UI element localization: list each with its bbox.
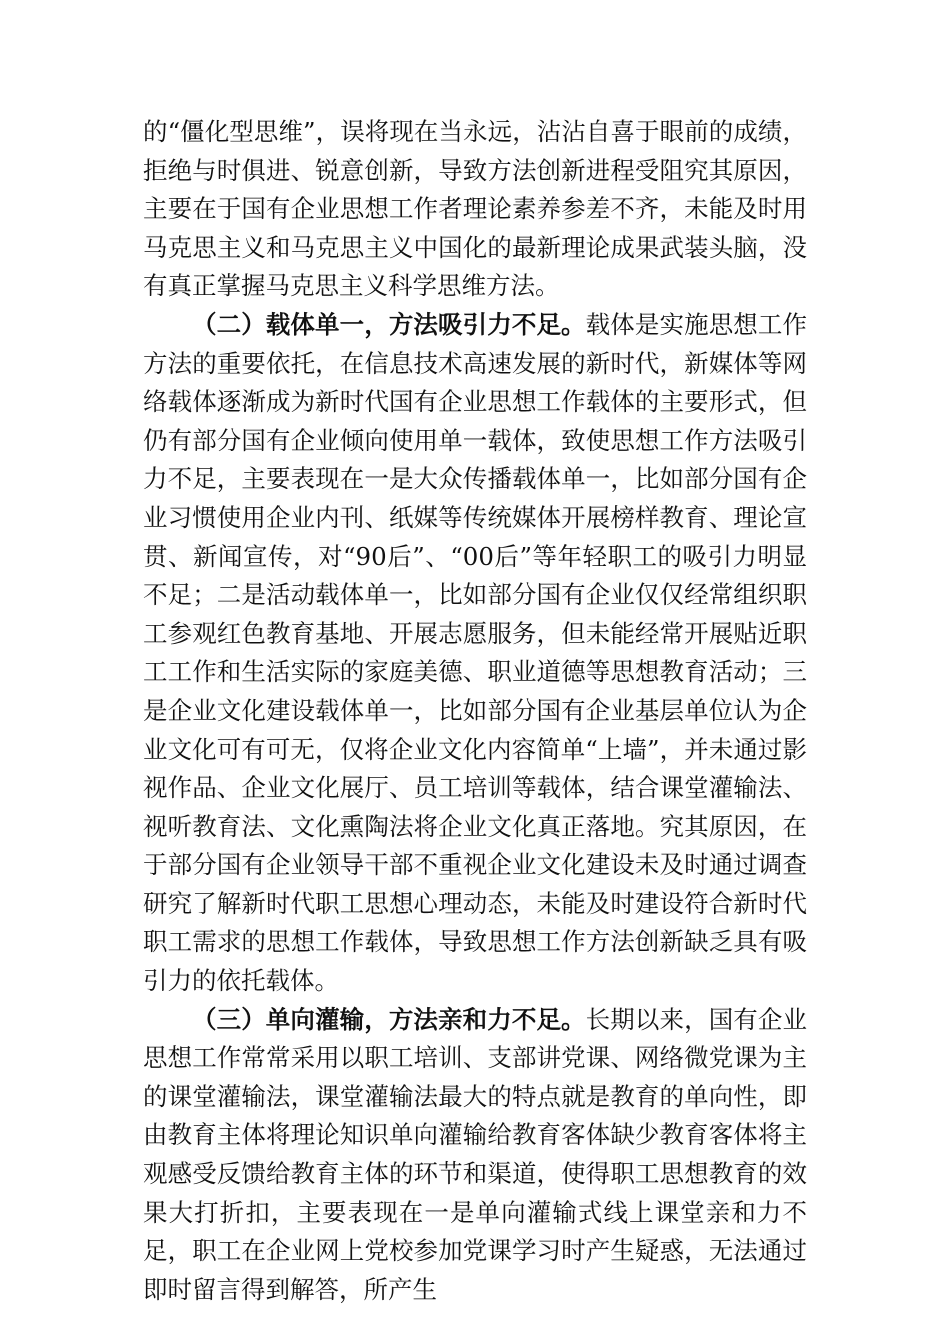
paragraph-text: 的“僵化型思维”，误将现在当永远，沾沾自喜于眼前的成绩，拒绝与时俱进、锐意创新，导致方法创新进程受阻究其原因，主要在于国有企业思想工作者理论素养参差不齐，未能及时用马克思主义和马克思主义中国化的最新理论成果武装头脑，没有真正掌握马克思主义科学思维方法。	[143, 117, 807, 301]
section-heading: （二）载体单一，方法吸引力不足。	[192, 309, 586, 339]
paragraph-text: 载体是实施思想工作方法的重要依托，在信息技术高速发展的新时代，新媒体等网络载体逐渐成为新时代国有企业思想工作载体的主要形式，但仍有部分国有企业倾向使用单一载体，致使思想工作方法吸引力不足，主要表现在一是大众传播载体单一，比如部分国有企业习惯使用企业内刊、纸媒等传统媒体开展榜样教育、理论宣贯、新闻宣传，对“90后”、“00后”等年轻职工的吸引力明显不足；二是活动载体单一，比如部分国有企业仅仅经常组织职工参观红色教育基地、开展志愿服务，但未能经常开展贴近职工工作和生活实际的家庭美德、职业道德等思想教育活动；三是企业文化建设载体单一，比如部分国有企业基层单位认为企业文化可有可无，仅将企业文化内容简单“上墙”，并未通过影视作品、企业文化展厅、员工培训等载体，结合课堂灌输法、视听教育法、文化熏陶法将企业文化真正落地。究其原因，在于部分国有企业领导干部不重视企业文化建设未及时通过调查研究了解新时代职工思想心理动态，未能及时建设符合新时代职工需求的思想工作载体，导致思想工作方法创新缺乏具有吸引力的依托载体。	[143, 309, 808, 996]
paragraph-text: 长期以来，国有企业思想工作常常采用以职工培训、支部讲党课、网络微党课为主的课堂灌输法，课堂灌输法最大的特点就是教育的单向性，即由教育主体将理论知识单向灌输给教育客体缺少教育客体将主观感受反馈给教育主体的环节和渠道，使得职工思想教育的效果大打折扣，主要表现在一是单向灌输式线上课堂亲和力不足，职工在企业网上党校参加党课学习时产生疑惑，无法通过即时留言得到解答，所产生	[143, 1004, 808, 1304]
paragraph-section-2	[143, 306, 807, 1001]
paragraph-section-3	[143, 1001, 807, 1310]
section-heading: （三）单向灌输，方法亲和力不足。	[192, 1004, 586, 1034]
paragraph-continued	[143, 113, 807, 306]
document-body	[143, 113, 807, 1309]
